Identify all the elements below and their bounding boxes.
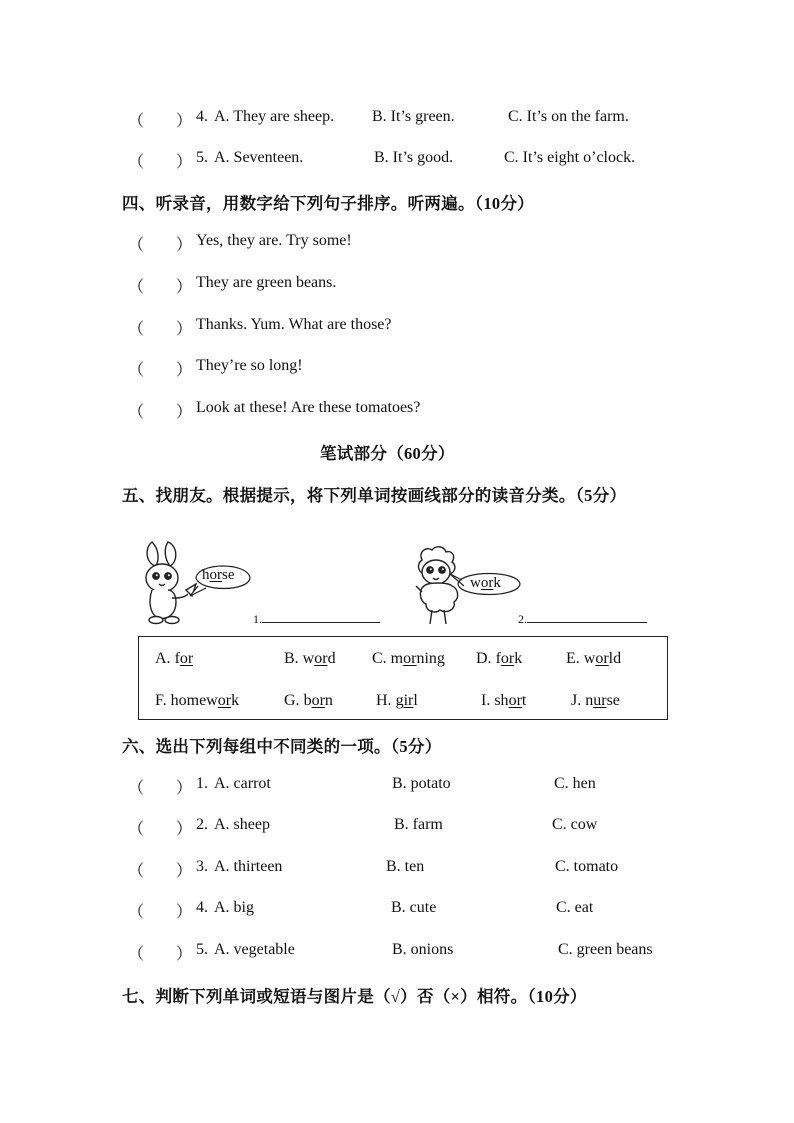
option-b: B. ten: [386, 858, 425, 875]
option-c: C. hen: [554, 775, 596, 792]
word-option: I. short: [481, 692, 527, 709]
word-option: F. homework: [155, 692, 240, 709]
word-option: G. born: [284, 692, 333, 709]
item-number: 3.: [196, 858, 208, 875]
section-4-heading: 四、听录音，用数字给下列句子排序。听两遍。（10分）: [122, 194, 535, 213]
option-c: C. It’s on the farm.: [508, 108, 629, 125]
word-option: J. nurse: [571, 692, 620, 709]
word-option: E. world: [566, 650, 622, 667]
section-5-heading: 五、找朋友。根据提示，将下列单词按画线部分的读音分类。（5分）: [122, 486, 627, 505]
item-number: 1.: [196, 775, 208, 792]
sentence-text: Yes, they are. Try some!: [196, 232, 352, 249]
option-a: A. sheep: [214, 816, 270, 833]
option-c: C. tomato: [555, 858, 619, 875]
written-part-title: 笔试部分（60分）: [320, 444, 455, 463]
option-b: B. potato: [392, 775, 451, 792]
sentence-text: They are green beans.: [196, 274, 337, 291]
item-number: 4.: [196, 899, 208, 916]
answer-line-1[interactable]: 1.: [253, 612, 380, 627]
sentence-text: Thanks. Yum. What are those?: [196, 316, 392, 333]
option-c: C. green beans: [558, 941, 653, 958]
section-7-heading: 七、判断下列单词或短语与图片是（√）否（×）相符。（10分）: [122, 987, 587, 1006]
option-c: C. cow: [552, 816, 598, 833]
option-a: A. carrot: [214, 775, 271, 792]
option-b: B. cute: [391, 899, 437, 916]
option-c: C. It’s eight o’clock.: [504, 149, 636, 166]
option-b: B. It’s green.: [372, 108, 455, 125]
sentence-text: They’re so long!: [196, 357, 303, 374]
rabbit-illustration: [138, 540, 258, 628]
word-option: B. word: [284, 650, 336, 667]
bubble-word-horse: horse: [202, 567, 235, 583]
option-b: B. farm: [394, 816, 443, 833]
option-a: A. vegetable: [214, 941, 295, 958]
word-option: H. girl: [376, 692, 418, 709]
bubble-word-work: work: [470, 575, 501, 591]
option-a: A. Seventeen.: [214, 149, 304, 166]
option-a: A. big: [214, 899, 254, 916]
sheep-illustration: [414, 546, 522, 630]
item-number: 2.: [196, 816, 208, 833]
option-b: B. onions: [392, 941, 454, 958]
answer-line-2[interactable]: 2.: [518, 612, 647, 627]
section-6-heading: 六、选出下列每组中不同类的一项。（5分）: [122, 737, 442, 756]
item-number: 5.: [196, 149, 208, 166]
word-option: C. morning: [372, 650, 445, 667]
option-b: B. It’s good.: [374, 149, 454, 166]
item-number: 4.: [196, 108, 208, 125]
sentence-text: Look at these! Are these tomatoes?: [196, 399, 421, 416]
word-option: D. fork: [476, 650, 523, 667]
option-a: A. thirteen: [214, 858, 283, 875]
item-number: 5.: [196, 941, 208, 958]
word-option: A. for: [155, 650, 194, 667]
option-c: C. eat: [556, 899, 594, 916]
option-a: A. They are sheep.: [214, 108, 335, 125]
